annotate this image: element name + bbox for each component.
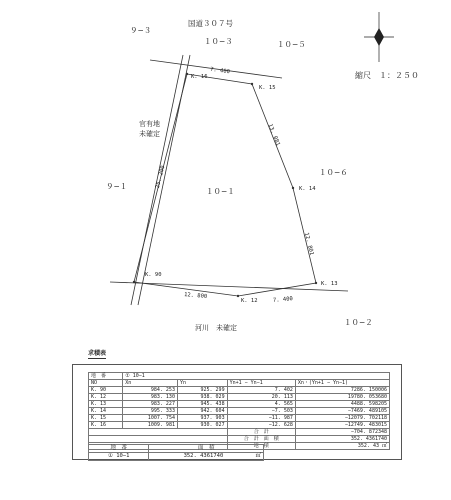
cell: 7286. 150006 — [295, 387, 389, 394]
cell: −7. 503 — [227, 408, 295, 415]
cell: 930. 027 — [177, 422, 227, 429]
dim-bottom-left-label: 12. 800 — [183, 292, 208, 300]
table-row — [89, 387, 390, 394]
lot-10-1-label: １０−１ — [206, 187, 235, 196]
marker-k13 — [315, 282, 317, 284]
table-row — [89, 408, 390, 415]
cell: 945. 438 — [177, 401, 227, 408]
summary-row — [89, 453, 264, 461]
cell: 4488. 598205 — [295, 401, 389, 408]
cell: K. 13 — [89, 401, 123, 408]
table-row — [89, 422, 390, 429]
cell: 995. 333 — [123, 408, 178, 415]
marker-k12 — [237, 295, 239, 297]
marker-k15 — [251, 83, 253, 85]
cell: −12749. 483015 — [295, 422, 389, 429]
road-label: 国道３０７号 — [188, 19, 233, 28]
marker-k90 — [133, 281, 135, 283]
marker-k16 — [186, 73, 188, 75]
dim-top-label: 7. 400 — [209, 66, 231, 76]
river-label: 河川 未確定 — [195, 324, 237, 332]
scale-label: 縮尺 １：２５０ — [355, 71, 419, 80]
cell: −11. 987 — [227, 415, 295, 422]
gov-land-label: 官有地 — [139, 120, 160, 128]
point-k12-label: K. 12 — [241, 298, 258, 304]
summary-area-cell — [149, 453, 264, 461]
cell: 19780. 053680 — [295, 394, 389, 401]
lot-value-cell: ① 10−1 — [123, 373, 390, 380]
header-cell: NO — [89, 380, 123, 387]
summary-header-cell: 面 積 — [149, 445, 264, 453]
cell: 20. 113 — [227, 394, 295, 401]
cell: −12079. 702118 — [295, 415, 389, 422]
point-k16-label: K. 16 — [191, 74, 208, 80]
summary-area-unit: ㎡ — [255, 453, 261, 459]
double-area-value: 352. 4361740 — [295, 436, 389, 443]
cell: 984. 253 — [123, 387, 178, 394]
cell: K. 12 — [89, 394, 123, 401]
double-area-row — [89, 436, 390, 443]
lot-10-2-label: １０−２ — [344, 318, 373, 327]
north-arrow-icon — [364, 12, 394, 62]
undetermined-label: 未確定 — [139, 130, 160, 138]
dim-west-label: 25. 200 — [154, 165, 167, 189]
area-table-title: 求積表 — [88, 350, 107, 357]
double-area-label: 合 計 面 積 — [227, 436, 295, 443]
table-row — [89, 415, 390, 422]
marker-k14 — [292, 187, 294, 189]
cell: 1007. 754 — [123, 415, 178, 422]
summary-area-value: 352. 4361740 — [183, 453, 224, 459]
summary-lot-cell: ① 10−1 — [89, 453, 149, 461]
total-label: 合 計 — [227, 429, 295, 436]
area-label: 地 積 — [227, 443, 295, 450]
cell: 937. 903 — [177, 415, 227, 422]
cell: K. 14 — [89, 408, 123, 415]
total-value: −704. 872348 — [295, 429, 389, 436]
point-k13-label: K. 13 — [321, 281, 338, 287]
cell: 983. 130 — [123, 394, 178, 401]
area-value-cell — [295, 443, 389, 450]
lot-10-6-label: １０−６ — [319, 168, 348, 177]
cell: −7469. 489105 — [295, 408, 389, 415]
area-unit: ㎡ — [381, 443, 387, 449]
cell: 7. 402 — [227, 387, 295, 394]
cell: 942. 604 — [177, 408, 227, 415]
dim-ne-label: 13. 081 — [266, 123, 281, 147]
cell: 4. 565 — [227, 401, 295, 408]
header-cell: Xn — [123, 380, 178, 387]
header-cell: Yn — [177, 380, 227, 387]
total-row — [89, 429, 390, 436]
lot-label-cell: 地 番 — [89, 373, 123, 380]
cell: K. 15 — [89, 415, 123, 422]
table-row — [89, 401, 390, 408]
blank-cell — [89, 429, 228, 436]
cell: 925. 299 — [177, 387, 227, 394]
dim-bottom-right-label: 7. 400 — [272, 296, 294, 304]
cell: 983. 227 — [123, 401, 178, 408]
point-k90-label: K. 90 — [145, 272, 162, 278]
area-value: 352. 43 — [357, 443, 379, 449]
point-k15-label: K. 15 — [259, 85, 276, 91]
summary-header-cell: 地 番 — [89, 445, 149, 453]
cell: 938. 029 — [177, 394, 227, 401]
summary-table — [88, 444, 264, 461]
dim-east-label: 12. 801 — [302, 232, 315, 256]
cell: −12. 628 — [227, 422, 295, 429]
table-row — [89, 394, 390, 401]
point-k14-label: K. 14 — [299, 186, 316, 192]
table-header-row — [89, 380, 390, 387]
header-cell: Yn+1 − Yn−1 — [227, 380, 295, 387]
cell: K. 16 — [89, 422, 123, 429]
blank-cell — [89, 436, 228, 443]
cell: K. 90 — [89, 387, 123, 394]
lot-9-3-label: ９−３ — [130, 26, 152, 35]
lot-10-3-label: １０−３ — [204, 37, 233, 46]
summary-header-row — [89, 445, 264, 453]
area-calc-table — [88, 372, 390, 450]
header-cell: Xn・(Yn+1 − Yn−1) — [295, 380, 389, 387]
lot-9-1-label: ９−１ — [106, 182, 128, 191]
lot-10-5-label: １０−５ — [277, 40, 306, 49]
table-lot-row — [89, 373, 390, 380]
cell: 1009. 981 — [123, 422, 178, 429]
